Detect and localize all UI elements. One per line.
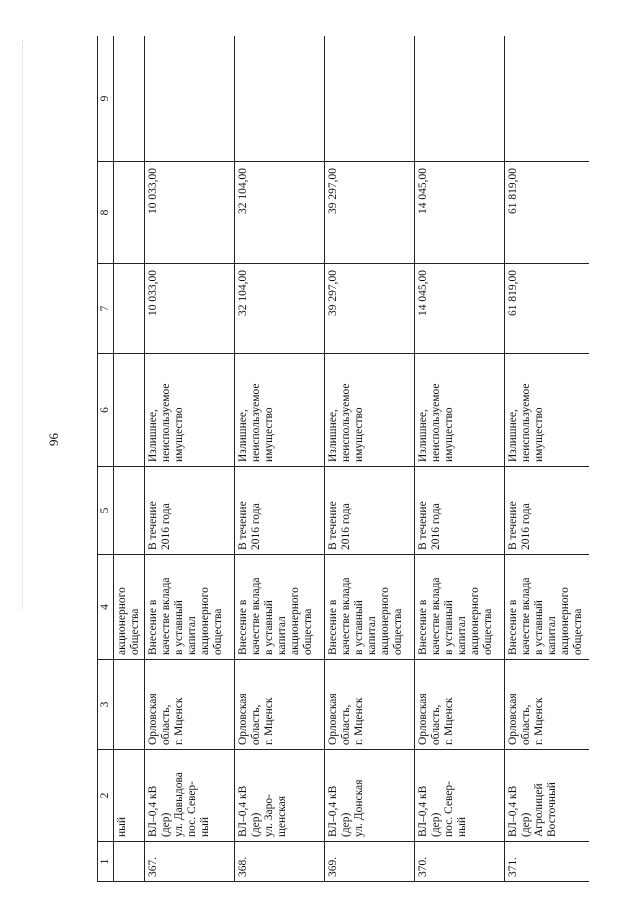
object-location: Орловская область, г. Мценск — [505, 660, 590, 750]
header-col-8: 8 — [98, 162, 114, 264]
disposal-method: Внесение в качестве вклада в уставный капитал акционерного общества — [415, 555, 505, 660]
disposal-term: В течение 2016 года — [505, 467, 590, 555]
value-col-7: 14 045,00 — [415, 264, 505, 354]
continuation-row — [114, 36, 145, 882]
header-col-6: 6 — [98, 354, 114, 467]
header-col-2: 2 — [98, 750, 114, 842]
value-col-7: 10 033,00 — [145, 264, 235, 354]
note — [325, 36, 415, 162]
header-col-4: 4 — [98, 555, 114, 660]
object-location: Орловская область, г. Мценск — [415, 660, 505, 750]
value-col-8: 39 297,00 — [325, 162, 415, 264]
value-col-8: 61 819,00 — [505, 162, 590, 264]
note — [505, 36, 590, 162]
table-row — [145, 36, 235, 882]
object-location: Орловская область, г. Мценск — [325, 660, 415, 750]
value-col-8: 32 104,00 — [235, 162, 325, 264]
document-sheet — [97, 36, 589, 882]
continuation-name: ный — [114, 750, 145, 842]
object-location: Орловская область, г. Мценск — [145, 660, 235, 750]
value-col-7: 39 297,00 — [325, 264, 415, 354]
value-col-8: 10 033,00 — [145, 162, 235, 264]
row-number: 371. — [505, 842, 590, 882]
header-col-9: 9 — [98, 36, 114, 162]
header-col-1: 1 — [98, 842, 114, 882]
disposal-reason: Излишнее, неиспользуемое имущество — [325, 354, 415, 467]
rotated-page-content — [97, 36, 589, 882]
disposal-reason: Излишнее, неиспользуемое имущество — [505, 354, 590, 467]
object-name: ВЛ–0,4 кВ (дер) ул. Давыдова пос. Север- ный — [145, 750, 235, 842]
disposal-term: В течение 2016 года — [325, 467, 415, 555]
continuation-method: акционерного общества — [114, 555, 145, 660]
disposal-reason: Излишнее, неиспользуемое имущество — [145, 354, 235, 467]
row-number: 367. — [145, 842, 235, 882]
disposal-method: Внесение в качестве вклада в уставный капитал акционерного общества — [235, 555, 325, 660]
row-number: 368. — [235, 842, 325, 882]
header-col-3: 3 — [98, 660, 114, 750]
scan-fold-line — [22, 40, 24, 610]
table-row — [415, 36, 505, 882]
object-name: ВЛ–0,4 кВ (дер) пос. Север- ный — [415, 750, 505, 842]
table-row — [235, 36, 325, 882]
note — [415, 36, 505, 162]
disposal-term: В течение 2016 года — [415, 467, 505, 555]
disposal-method: Внесение в качестве вклада в уставный капитал акционерного общества — [145, 555, 235, 660]
object-location: Орловская область, г. Мценск — [235, 660, 325, 750]
header-col-5: 5 — [98, 467, 114, 555]
column-number-header — [98, 36, 114, 882]
object-name: ВЛ–0,4 кВ (дер) ул. Донская — [325, 750, 415, 842]
header-col-7: 7 — [98, 264, 114, 354]
table-row — [505, 36, 590, 882]
note — [145, 36, 235, 162]
object-name: ВЛ–0,4 кВ (дер) Агролицей Восточный — [505, 750, 590, 842]
row-number: 370. — [415, 842, 505, 882]
row-number: 369. — [325, 842, 415, 882]
property-table — [97, 36, 589, 882]
disposal-term: В течение 2016 года — [235, 467, 325, 555]
value-col-8: 14 045,00 — [415, 162, 505, 264]
note — [235, 36, 325, 162]
page-number: 96 — [46, 433, 61, 446]
object-name: ВЛ–0,4 кВ (дер) ул. Заро- щенская — [235, 750, 325, 842]
table-row — [325, 36, 415, 882]
value-col-7: 61 819,00 — [505, 264, 590, 354]
disposal-term: В течение 2016 года — [145, 467, 235, 555]
disposal-reason: Излишнее, неиспользуемое имущество — [235, 354, 325, 467]
disposal-reason: Излишнее, неиспользуемое имущество — [415, 354, 505, 467]
disposal-method: Внесение в качестве вклада в уставный капитал акционерного общества — [505, 555, 590, 660]
disposal-method: Внесение в качестве вклада в уставный капитал акционерного общества — [325, 555, 415, 660]
value-col-7: 32 104,00 — [235, 264, 325, 354]
